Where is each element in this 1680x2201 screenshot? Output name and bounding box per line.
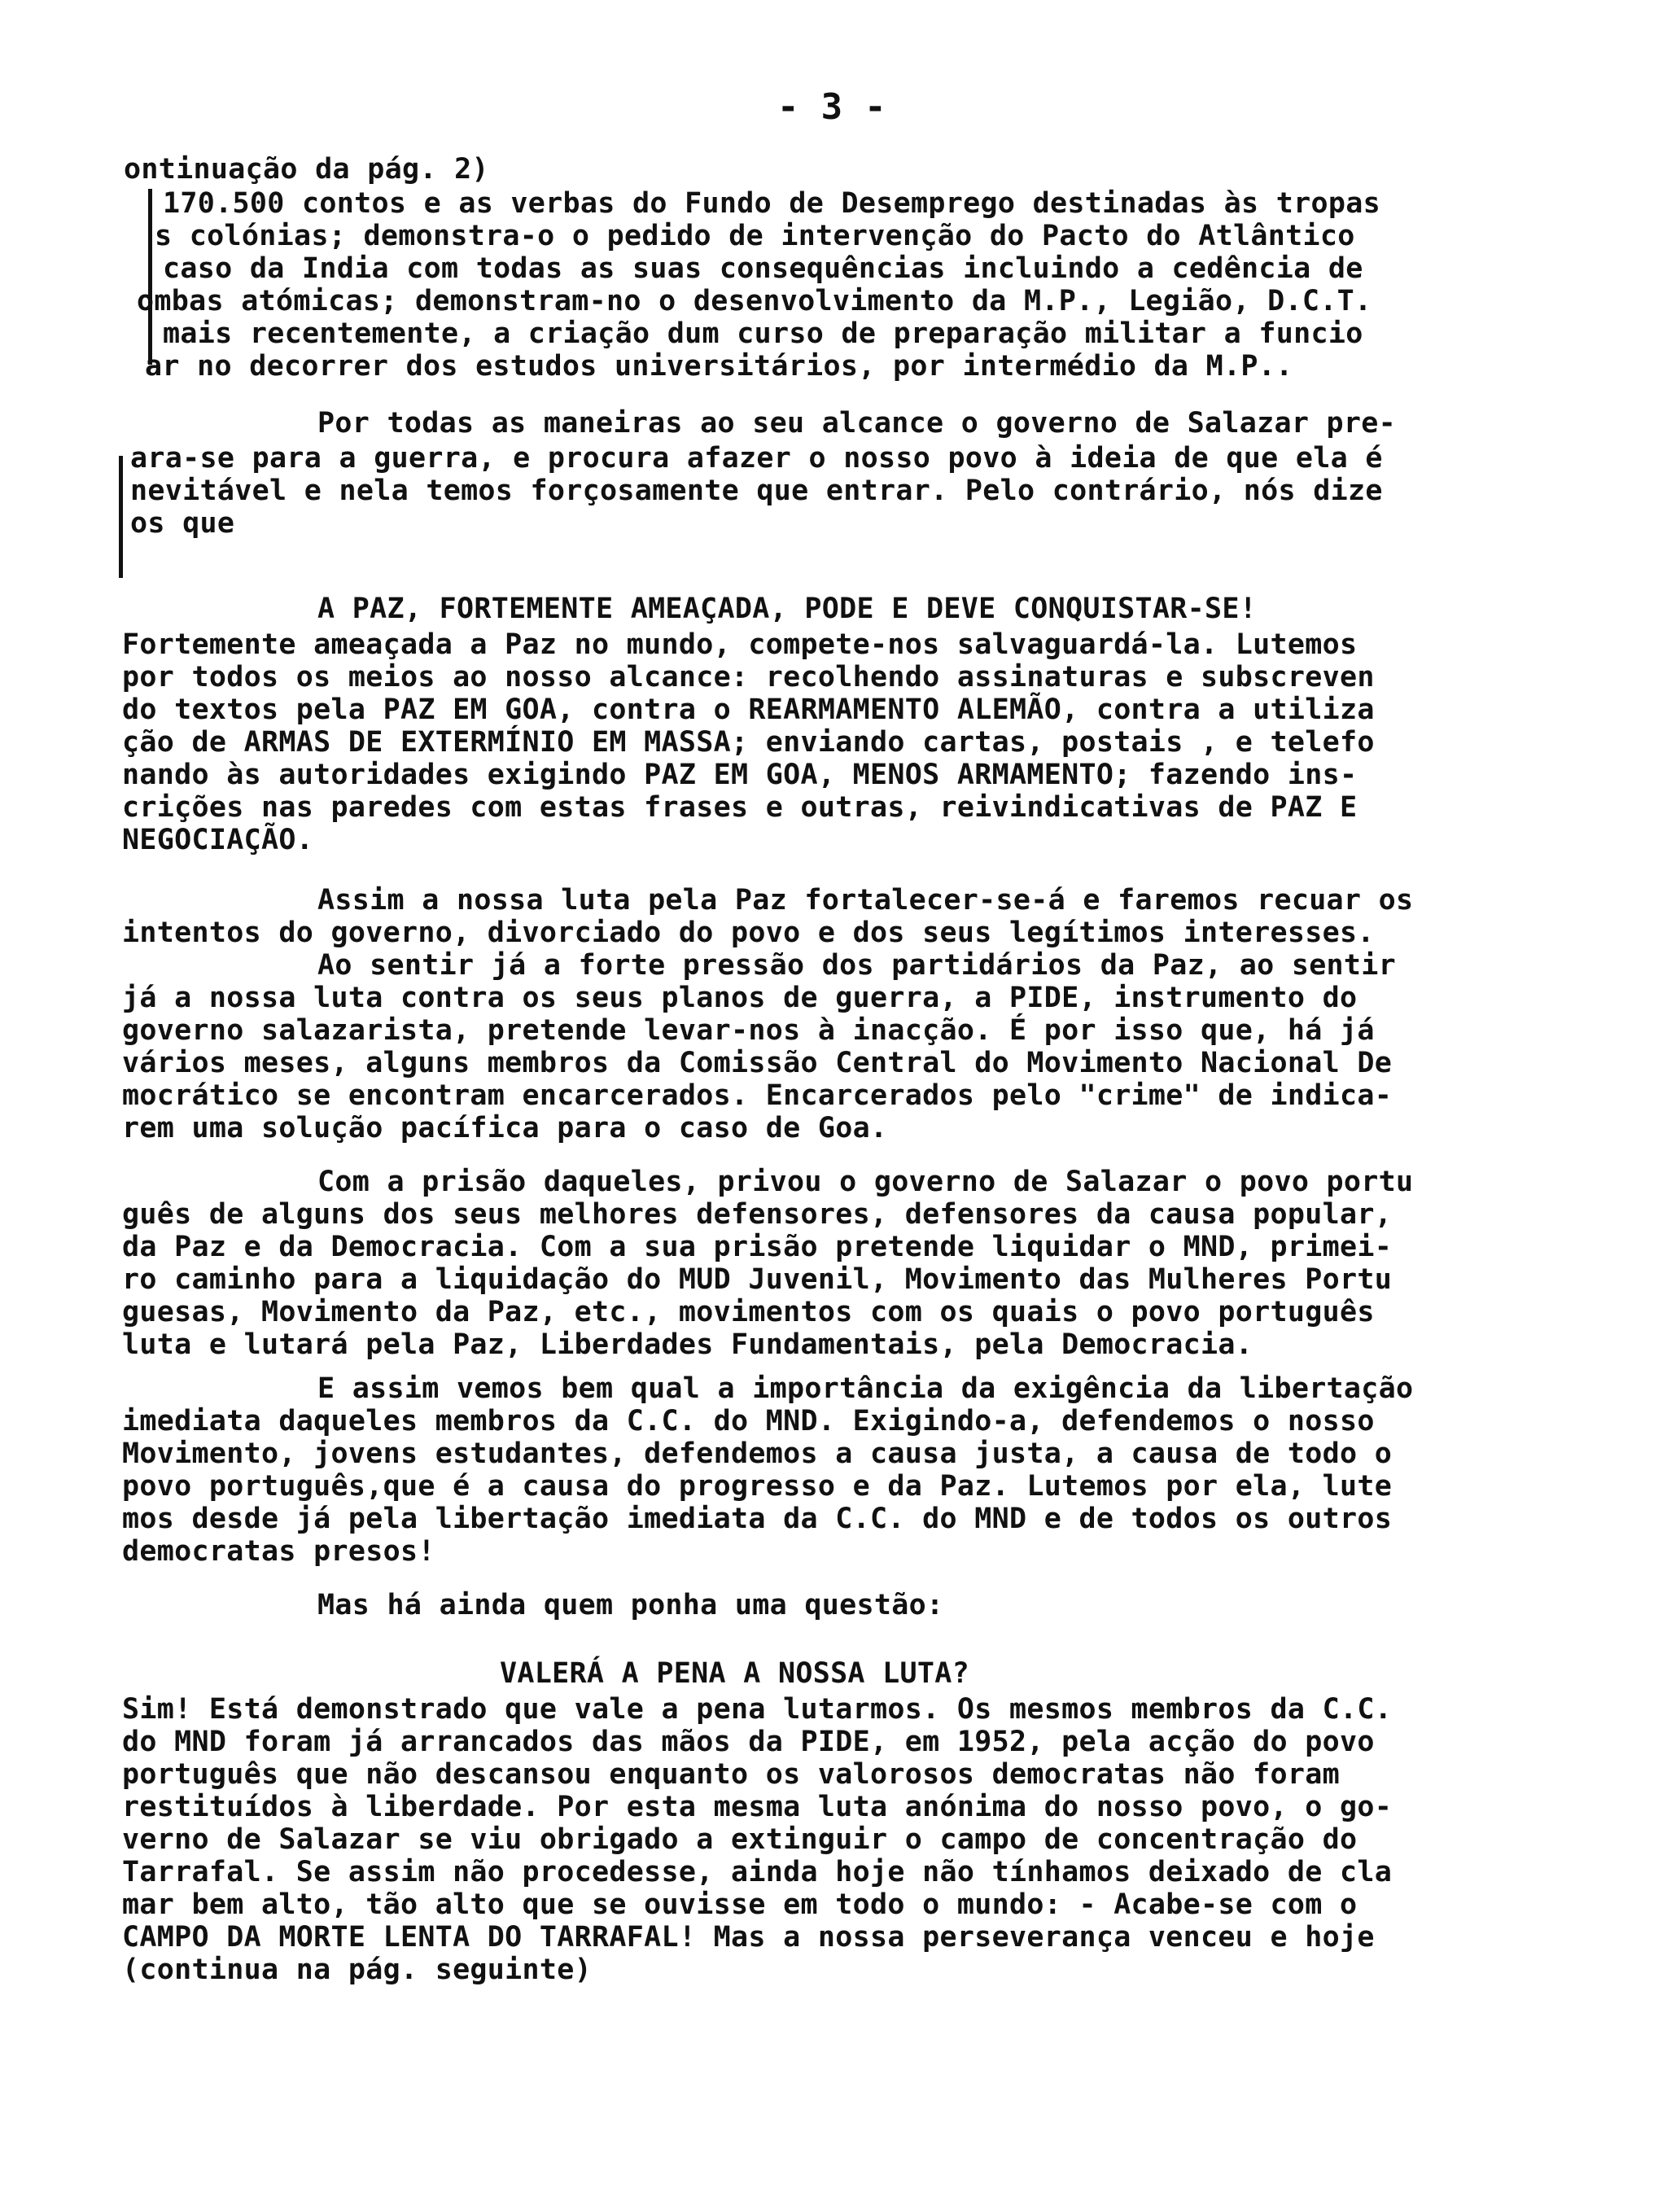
text-line: vários meses, alguns membros da Comissão Central do Movimento Nacional De bbox=[122, 1047, 1393, 1079]
text-line: do textos pela PAZ EM GOA, contra o REARMAMENTO ALEMÃO, contra a utiliza bbox=[122, 694, 1375, 726]
text-line: guês de alguns dos seus melhores defensores, defensores da causa popular, bbox=[122, 1198, 1393, 1231]
text-line: ombas atómicas; demonstram-no o desenvolvimento da M.P., Legião, D.C.T. bbox=[137, 285, 1372, 317]
text-line: os que bbox=[130, 507, 235, 540]
text-line: ção de ARMAS DE EXTERMÍNIO EM MASSA; enviando cartas, postais , e telefo bbox=[122, 726, 1375, 759]
text-line: caso da India com todas as suas consequências incluindo a cedência de bbox=[163, 252, 1363, 285]
text-line: povo português,que é a causa do progresso e da Paz. Lutemos por ela, lute bbox=[122, 1470, 1393, 1503]
text-line: democratas presos! bbox=[122, 1535, 435, 1568]
text-line: E assim vemos bem qual a importância da exigência da libertação bbox=[317, 1372, 1414, 1405]
text-line: verno de Salazar se viu obrigado a extinguir o campo de concentração do bbox=[122, 1823, 1358, 1856]
text-line: português que não descansou enquanto os valorosos democratas não foram bbox=[122, 1758, 1341, 1791]
text-line: guesas, Movimento da Paz, etc., movimentos com os quais o povo português bbox=[122, 1296, 1375, 1328]
text-line: mos desde já pela libertação imediata da C.C. do MND e de todos os outros bbox=[122, 1503, 1393, 1535]
text-line: 170.500 contos e as verbas do Fundo de Desemprego destinadas às tropas bbox=[163, 187, 1381, 220]
text-line: rem uma solução pacífica para o caso de Goa. bbox=[122, 1112, 888, 1144]
text-line: Por todas as maneiras ao seu alcance o governo de Salazar pre- bbox=[317, 407, 1397, 440]
text-line: do MND foram já arrancados das mãos da PIDE, em 1952, pela acção do povo bbox=[122, 1726, 1375, 1758]
section-heading-peace: A PAZ, FORTEMENTE AMEAÇADA, PODE E DEVE CONQUISTAR-SE! bbox=[317, 593, 1258, 625]
text-line: luta e lutará pela Paz, Liberdades Fundamentais, pela Democracia. bbox=[122, 1328, 1253, 1361]
text-line: ontinuação da pág. 2) bbox=[124, 153, 489, 186]
text-line: Mas há ainda quem ponha uma questão: bbox=[317, 1589, 944, 1621]
text-line: nevitável e nela temos forçosamente que entrar. Pelo contrário, nós dize bbox=[130, 475, 1383, 507]
text-line: da Paz e da Democracia. Com a sua prisão pretende liquidar o MND, primei- bbox=[122, 1231, 1393, 1263]
text-line: Tarrafal. Se assim não procedesse, ainda hoje não tínhamos deixado de cla bbox=[122, 1856, 1393, 1888]
text-line: (continua na pág. seguinte) bbox=[122, 1954, 593, 1986]
text-line: mais recentemente, a criação dum curso de preparação militar a funcio bbox=[163, 317, 1363, 350]
text-line: Assim a nossa luta pela Paz fortalecer-se-á e faremos recuar os bbox=[317, 884, 1414, 917]
text-line: s colónias; demonstra-o o pedido de intervenção do Pacto do Atlântico bbox=[155, 220, 1355, 252]
text-line: NEGOCIAÇÃO. bbox=[122, 824, 314, 856]
text-line: Movimento, jovens estudantes, defendemos a causa justa, a causa de todo o bbox=[122, 1437, 1393, 1470]
text-line: intentos do governo, divorciado do povo e dos seus legítimos interesses. bbox=[122, 917, 1375, 949]
text-line: imediata daqueles membros da C.C. do MND. Exigindo-a, defendemos o nosso bbox=[122, 1405, 1375, 1437]
text-line: nando às autoridades exigindo PAZ EM GOA, MENOS ARMAMENTO; fazendo ins- bbox=[122, 759, 1358, 791]
margin-bracket-top bbox=[148, 189, 152, 365]
section-heading-struggle: VALERÁ A PENA A NOSSA LUTA? bbox=[500, 1657, 970, 1690]
margin-bracket-bottom bbox=[119, 456, 123, 578]
text-line: mar bem alto, tão alto que se ouvisse em todo o mundo: - Acabe-se com o bbox=[122, 1888, 1358, 1921]
text-line: ara-se para a guerra, e procura afazer o nosso povo à ideia de que ela é bbox=[130, 442, 1383, 475]
text-line: governo salazarista, pretende levar-nos à inacção. É por isso que, há já bbox=[122, 1014, 1375, 1047]
text-line: mocrático se encontram encarcerados. Encarcerados pelo "crime" de indica- bbox=[122, 1079, 1393, 1112]
text-line: ro caminho para a liquidação do MUD Juvenil, Movimento das Mulheres Portu bbox=[122, 1263, 1393, 1296]
text-line: ar no decorrer dos estudos universitários, por intermédio da M.P.. bbox=[145, 350, 1293, 383]
text-line: restituídos à liberdade. Por esta mesma luta anónima do nosso povo, o go- bbox=[122, 1791, 1393, 1823]
text-line: Ao sentir já a forte pressão dos partidários da Paz, ao sentir bbox=[317, 949, 1397, 982]
text-line: Fortemente ameaçada a Paz no mundo, compete-nos salvaguardá-la. Lutemos bbox=[122, 628, 1358, 661]
text-line: CAMPO DA MORTE LENTA DO TARRAFAL! Mas a nossa perseverança venceu e hoje bbox=[122, 1921, 1375, 1954]
text-line: Com a prisão daqueles, privou o governo de Salazar o povo portu bbox=[317, 1166, 1414, 1198]
page-number: - 3 - bbox=[777, 86, 886, 128]
text-line: crições nas paredes com estas frases e outras, reivindicativas de PAZ E bbox=[122, 791, 1358, 824]
text-line: Sim! Está demonstrado que vale a pena lutarmos. Os mesmos membros da C.C. bbox=[122, 1693, 1393, 1726]
text-line: já a nossa luta contra os seus planos de guerra, a PIDE, instrumento do bbox=[122, 982, 1358, 1014]
text-line: por todos os meios ao nosso alcance: recolhendo assinaturas e subscreven bbox=[122, 661, 1375, 694]
